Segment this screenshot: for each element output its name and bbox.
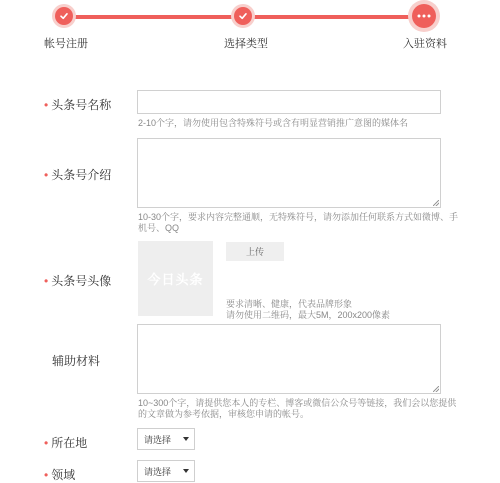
upload-button[interactable]: 上传	[226, 242, 284, 261]
progress-stepper	[0, 0, 500, 60]
resize-grip-icon[interactable]	[433, 386, 439, 392]
location-select[interactable]	[137, 428, 195, 450]
intro-label-text: 头条号介绍	[51, 168, 112, 182]
step-1-check-icon	[55, 7, 73, 25]
domain-label-text: 领域	[51, 468, 76, 482]
step-3-more-icon	[412, 4, 436, 28]
intro-hint-line-1: 10-30个字，要求内容完整通顺，无特殊符号，请勿添加任何联系方式如微博、手	[138, 212, 459, 222]
chevron-down-icon	[183, 437, 189, 441]
step-2-label: 选择类型	[224, 38, 268, 50]
step-2-check-icon	[234, 7, 252, 25]
step-1-label: 帐号注册	[44, 38, 88, 50]
avatar-preview	[138, 241, 213, 316]
resize-grip-icon[interactable]	[433, 200, 439, 206]
avatar-field-label	[44, 272, 111, 289]
materials-hint-line-2: 的文章做为参考依据，审核您申请的帐号。	[138, 409, 310, 419]
name-input[interactable]	[137, 90, 441, 114]
domain-field-label	[44, 466, 75, 483]
avatar-hint-line-1: 要求清晰、健康，代表品牌形象	[226, 299, 353, 309]
intro-hint-line-2: 机号、QQ	[138, 223, 180, 233]
location-field-label	[44, 434, 87, 451]
domain-select-value: 请选择	[144, 466, 172, 477]
required-mark: •	[44, 98, 49, 112]
name-field-label	[44, 96, 111, 113]
required-mark: •	[44, 168, 49, 182]
materials-textarea[interactable]	[137, 324, 441, 394]
required-mark: •	[44, 436, 49, 450]
chevron-down-icon	[183, 469, 189, 473]
materials-field-label: 辅助材料	[52, 354, 101, 368]
name-label-text: 头条号名称	[51, 98, 112, 112]
step-3-label: 入驻资料	[403, 38, 447, 50]
domain-select[interactable]	[137, 460, 195, 482]
avatar-label-text: 头条号头像	[51, 274, 112, 288]
avatar-hint-line-2: 请勿使用二维码，最大5M，200x200像素	[226, 310, 391, 320]
required-mark: •	[44, 274, 49, 288]
intro-field-label	[44, 166, 111, 183]
materials-hint-line-1: 10~300个字，请提供您本人的专栏、博客或微信公众号等链接，我们会以您提供	[138, 398, 457, 408]
required-mark: •	[44, 468, 49, 482]
location-label-text: 所在地	[51, 436, 88, 450]
name-hint: 2-10个字，请勿使用包含特殊符号或含有明显营销推广意图的媒体名	[138, 118, 409, 128]
location-select-value: 请选择	[144, 434, 172, 445]
toutiao-logo-text: 今日头条	[147, 272, 204, 287]
intro-textarea[interactable]	[137, 138, 441, 208]
